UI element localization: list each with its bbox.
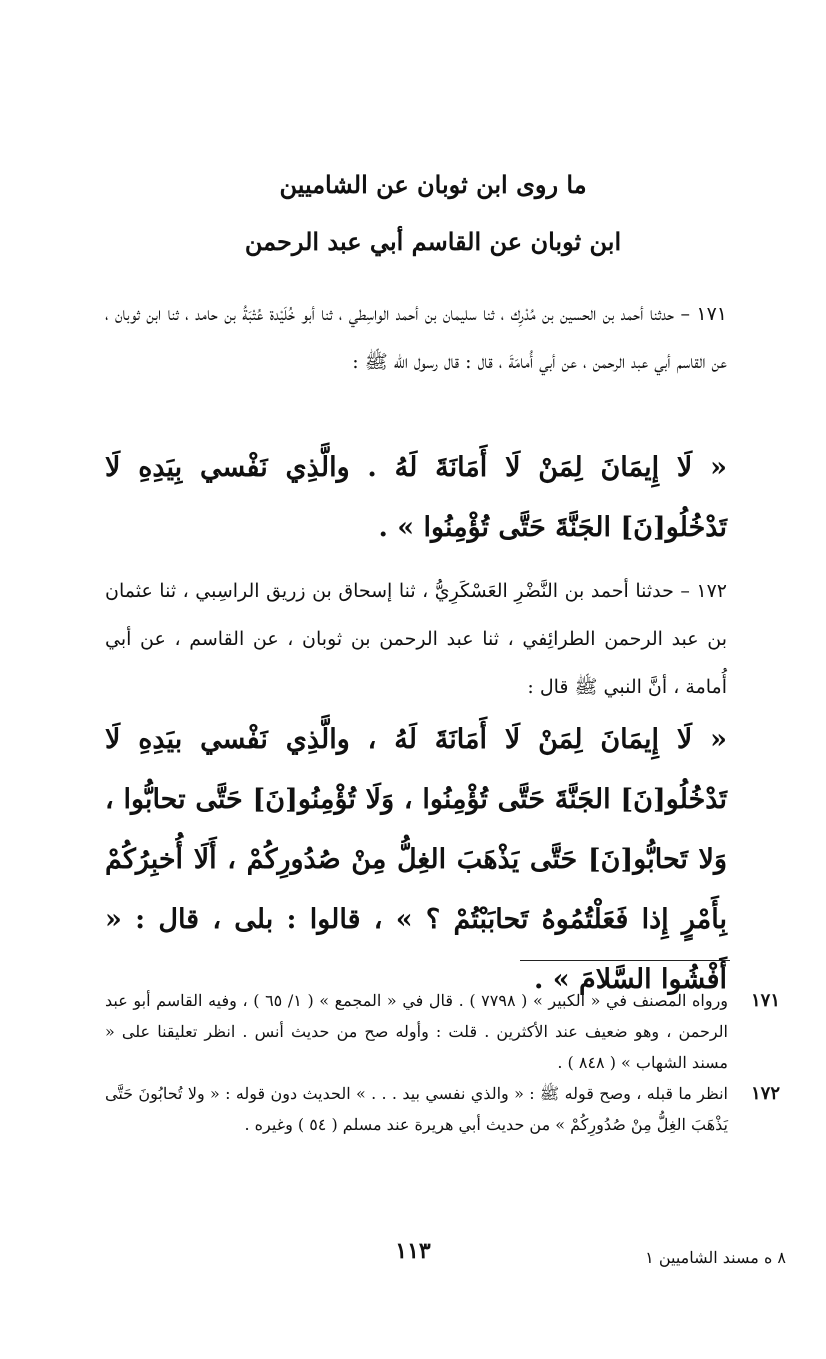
hadith-172-isnad: ١٧٢ – حدثنا أحمد بن النَّضْرِ العَسْكَرِيُّ ، ثنا إسحاق بن زريق الراسِبي ، ثنا عثمان بن عبد الرحمن الطرائِفي ، ثنا عبد الرحمن بن ثوبان ، عن القاسم ، عن أبي أُمامة ، أنَّ النبي ﷺ قال : <box>105 580 727 698</box>
footnote-172 <box>105 1078 780 1140</box>
section-title: ابن ثوبان عن القاسم أبي عبد الرحمن <box>244 227 622 256</box>
footnotes <box>105 985 780 1140</box>
footnote-separator <box>520 960 730 961</box>
hadith-172-matn: « لَا إِيمَانَ لِمَنْ لَا أَمَانَةَ لَهُ ، والَّذِي نَفْسي بيَدِهِ لَا تَدْخُلُو[نَ] الجَنَّةَ حَتَّى تُؤْمِنُوا ، وَلَا تُؤْمِنُو[نَ] حَتَّى تحابُّوا ، وَلا تَحابُّو[نَ] حَتَّى يَذْهَبَ الغِلُّ مِنْ صُدُورِكُمْ ، أَلَا أُخبِرُكُمْ بِأَمْرٍ إِذا فَعَلْتُمُوهُ تَحابَبْتُمْ ؟ » ، قالوا : بلى ، قال : « أَفْشُوا السَّلامَ » . <box>105 724 727 995</box>
page-number: ١١٣ <box>395 1238 431 1264</box>
footnote-text: انظر ما قبله ، وصح قوله ﷺ : « والذي نفسي بيد . . . » الحديث دون قوله : « ولا تُحابُونَ حَتَّى يَذْهَبَ الغِلُّ مِنْ صُدُورِكُمْ » من حديث أبي هريرة عند مسلم ( ٥٤ ) وغيره . <box>105 1084 728 1134</box>
footnote-number: ١٧١ <box>750 990 780 1011</box>
footnote-text: ورواه المصنف في « الكبير » ( ٧٧٩٨ ) . قال في « المجمع » ( ١/ ٦٥ ) ، وفيه القاسم أبو عبد الرحمن ، وهو ضعيف عند الأكثرين . قلت : وأوله صح من حديث أنس . انظر تعليقنا على « مسند الشهاب » ( ٨٤٨ ) . <box>105 991 729 1072</box>
chapter-title: ما روى ابن ثوبان عن الشاميين <box>279 170 587 199</box>
hadith-171-isnad: ١٧١ – حدثنا أحمد بن الحسين بن مُدْرِك ، ثنا سليمان بن أحمد الواسِطي ، ثنا أبو خُلَيْدة عُتْبَةُ بن حامد ، ثنا ابن ثوبان ، عن القاسم أبي عبد الرحمن ، عن أبي أُمامَةَ ، قال : قال رسول الله ﷺ : <box>105 303 727 373</box>
footnote-number: ١٧٢ <box>750 1083 780 1104</box>
hadith-171-matn: « لَا إِيمَانَ لِمَنْ لَا أَمَانَةَ لَهُ . والَّذِي نَفْسي بِيَدِهِ لَا تَدْخُلُو[نَ] الجَنَّةَ حَتَّى تُؤْمِنُوا » . <box>105 452 727 543</box>
signature-mark: ٨ ه مسند الشاميين ١ <box>645 1248 786 1267</box>
footnote-171 <box>105 985 780 1078</box>
